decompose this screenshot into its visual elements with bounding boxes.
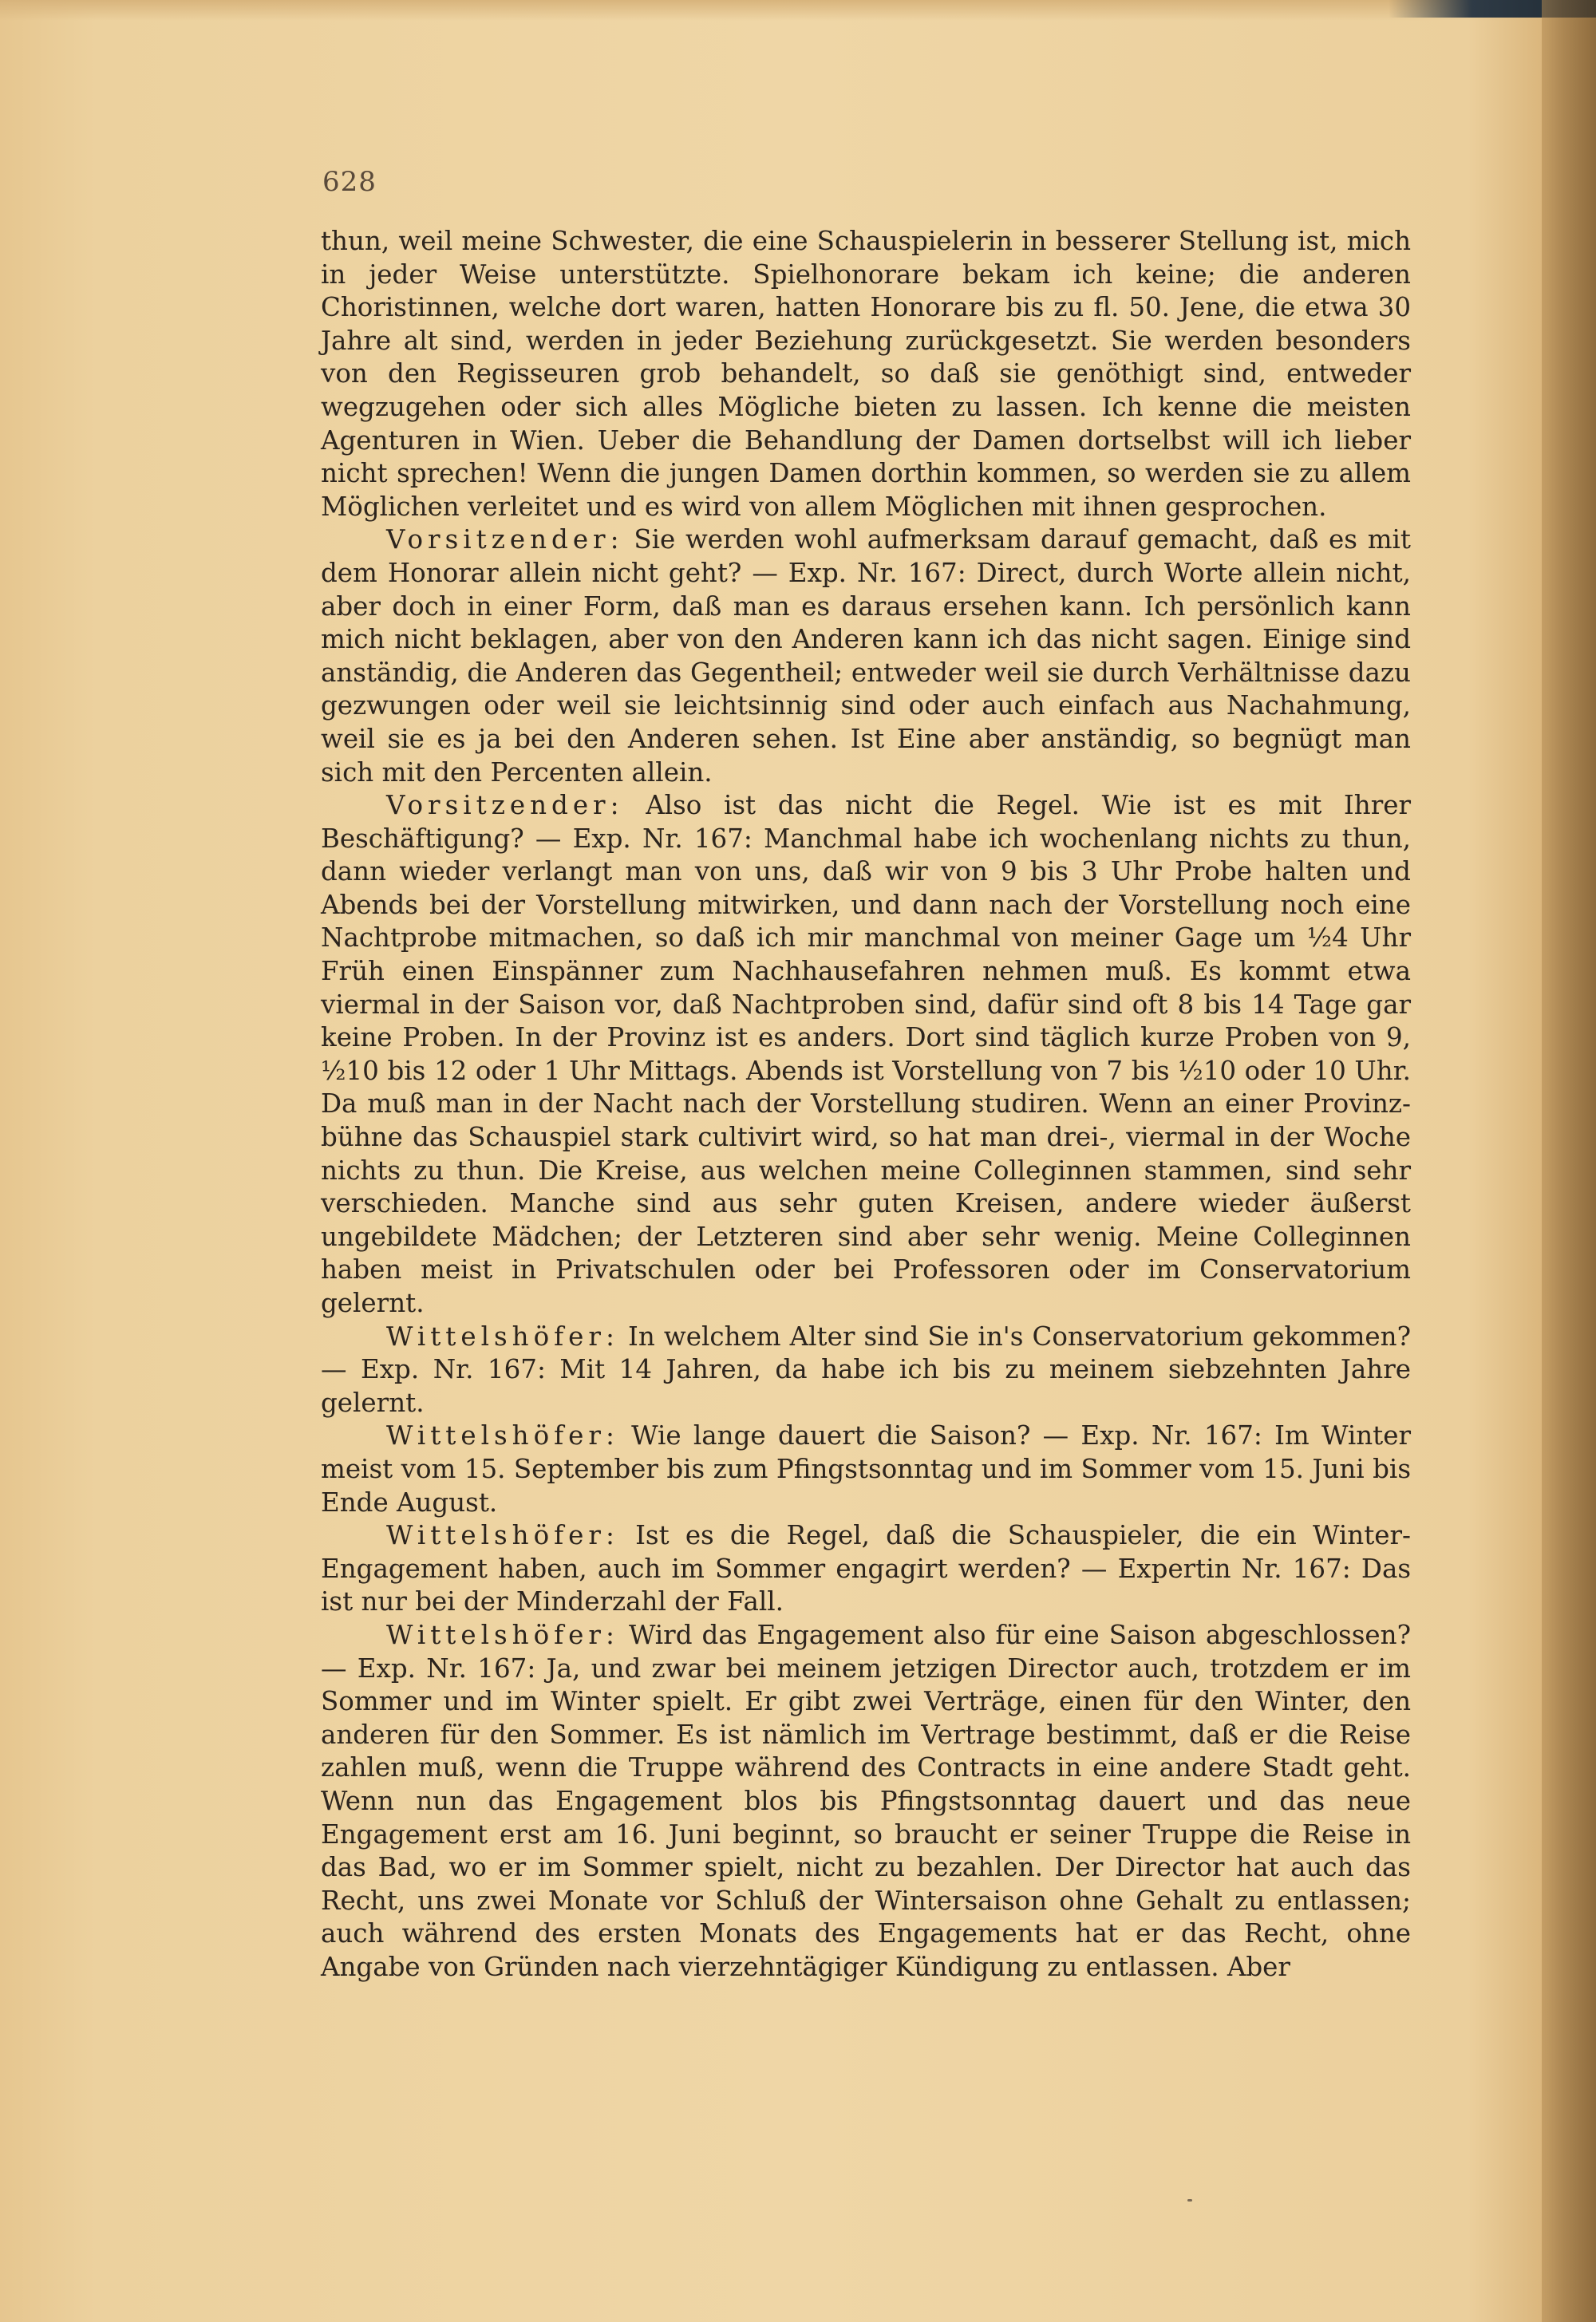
speaker-name: Wittelshöfer: (386, 1321, 619, 1352)
page-number: 628 (322, 166, 377, 198)
speaker-name: Wittelshöfer: (386, 1420, 619, 1451)
paragraph (321, 1619, 1411, 1984)
paragraph-text: Sie werden wohl aufmerksam darauf gemacht, daß es mit dem Honorar allein nicht geht? — Exp. Nr. 167: Direct, durch Worte allein nicht, aber doch in einer Form, daß man es daraus ersehen kann. Ich persönlich kann mich nicht beklagen, aber von den Anderen kann ich das nicht sagen. Einige sind anständig, die Anderen das Gegentheil; entweder weil sie durch Verhältnisse dazu gezwungen oder weil sie leichtsinnig sind oder auch einfach aus Nachahmung, weil sie es ja bei den Anderen sehen. Ist Eine aber anständig, so begnügt man sich mit den Percenten allein. (321, 524, 1411, 788)
paragraph-text: Also ist das nicht die Regel. Wie ist es mit Ihrer Beschäftigung? — Exp. Nr. 167: Manchmal habe ich wochenlang nichts zu thun, dann wieder verlangt man von uns, daß wir von 9 bis 3 Uhr Probe halten und Abends bei der Vorstellung mitwirken, und dann nach der Vorstellung noch eine Nachtprobe mitmachen, so daß ich mir manchmal von meiner Gage um ½4 Uhr Früh einen Einspänner zum Nachhausefahren nehmen muß. Es kommt etwa viermal in der Saison vor, daß Nachtproben sind, dafür sind oft 8 bis 14 Tage gar keine Proben. In der Provinz ist es anders. Dort sind täglich kurze Proben von 9, ½10 bis 12 oder 1 Uhr Mittags. Abends ist Vorstellung von 7 bis ½10 oder 10 Uhr. Da muß man in der Nacht nach der Vorstellung studiren. Wenn an einer Provinz-bühne das Schauspiel stark cultivirt wird, so hat man drei-, viermal in der Woche nichts zu thun. Die Kreise, aus welchen meine Colleginnen stammen, sind sehr verschieden. Manche sind aus sehr guten Kreisen, andere wieder äußerst ungebildete Mädchen; der Letzteren sind aber sehr wenig. Meine Colleginnen haben meist in Privatschulen oder bei Professoren oder im Conservatorium gelernt. (321, 790, 1411, 1318)
paragraph-text: Wie lange dauert die Saison? — Exp. Nr. 167: Im Winter meist vom 15. September bis zum Pfingstsonntag und im Sommer vom 15. Juni bis Ende August. (321, 1420, 1411, 1518)
paragraph-text: Wird das Engagement also für eine Saison abgeschlossen? — Exp. Nr. 167: Ja, und zwar bei meinem jetzigen Director auch, trotzdem er im Sommer und im Winter spielt. Er gibt zwei Verträge, einen für den Winter, den anderen für den Sommer. Es ist nämlich im Vertrage bestimmt, daß er die Reise zahlen muß, wenn die Truppe während des Contracts in eine andere Stadt geht. Wenn nun das Engagement blos bis Pfingstsonntag dauert und das neue Engagement erst am 16. Juni beginnt, so braucht er seiner Truppe die Reise in das Bad, wo er im Sommer spielt, nicht zu bezahlen. Der Director hat auch das Recht, uns zwei Monate vor Schluß der Wintersaison ohne Gehalt zu entlassen; auch während des ersten Monats des Engagements hat er das Recht, ohne Angabe von Gründen nach vierzehntägiger Kündigung zu entlassen. Aber (321, 1619, 1411, 1982)
speaker-name: Wittelshöfer: (386, 1619, 619, 1650)
paper-speck (1187, 2199, 1192, 2202)
paragraph (321, 523, 1411, 789)
paragraph-text: Ist es die Regel, daß die Schauspieler, die ein Winter-Engagement haben, auch im Sommer engagirt werden? — Expertin Nr. 167: Das ist nur bei der Minderzahl der Fall. (321, 1520, 1411, 1617)
paragraph (321, 1420, 1411, 1519)
paragraph (321, 789, 1411, 1321)
paragraph (321, 225, 1411, 523)
paragraph (321, 1321, 1411, 1420)
paragraph (321, 1519, 1411, 1619)
paragraph-text: In welchem Alter sind Sie in's Conservatorium gekommen? — Exp. Nr. 167: Mit 14 Jahren, da habe ich bis zu meinem siebzehnten Jahre gelernt. (321, 1321, 1411, 1418)
speaker-name: Vorsitzender: (386, 790, 624, 821)
speaker-name: Vorsitzender: (386, 524, 624, 555)
paragraph-text: thun, weil meine Schwester, die eine Schauspielerin in besserer Stellung ist, mich in jeder Weise unterstützte. Spielhonorare bekam ich keine; die anderen Choristinnen, welche dort waren, hatten Honorare bis zu fl. 50. Jene, die etwa 30 Jahre alt sind, werden in jeder Beziehung zurückgesetzt. Sie werden besonders von den Regisseuren grob behandelt, so daß sie genöthigt sind, entweder wegzugehen oder sich alles Mögliche bieten zu lassen. Ich kenne die meisten Agenturen in Wien. Ueber die Behandlung der Damen dortselbst will ich lieber nicht sprechen! Wenn die jungen Damen dorthin kommen, so werden sie zu allem Möglichen verleitet und es wird von allem Möglichen mit ihnen gesprochen. (321, 226, 1411, 522)
page-spine-shadow (1542, 0, 1596, 2322)
body-text (321, 225, 1411, 1984)
speaker-name: Wittelshöfer: (386, 1520, 619, 1551)
